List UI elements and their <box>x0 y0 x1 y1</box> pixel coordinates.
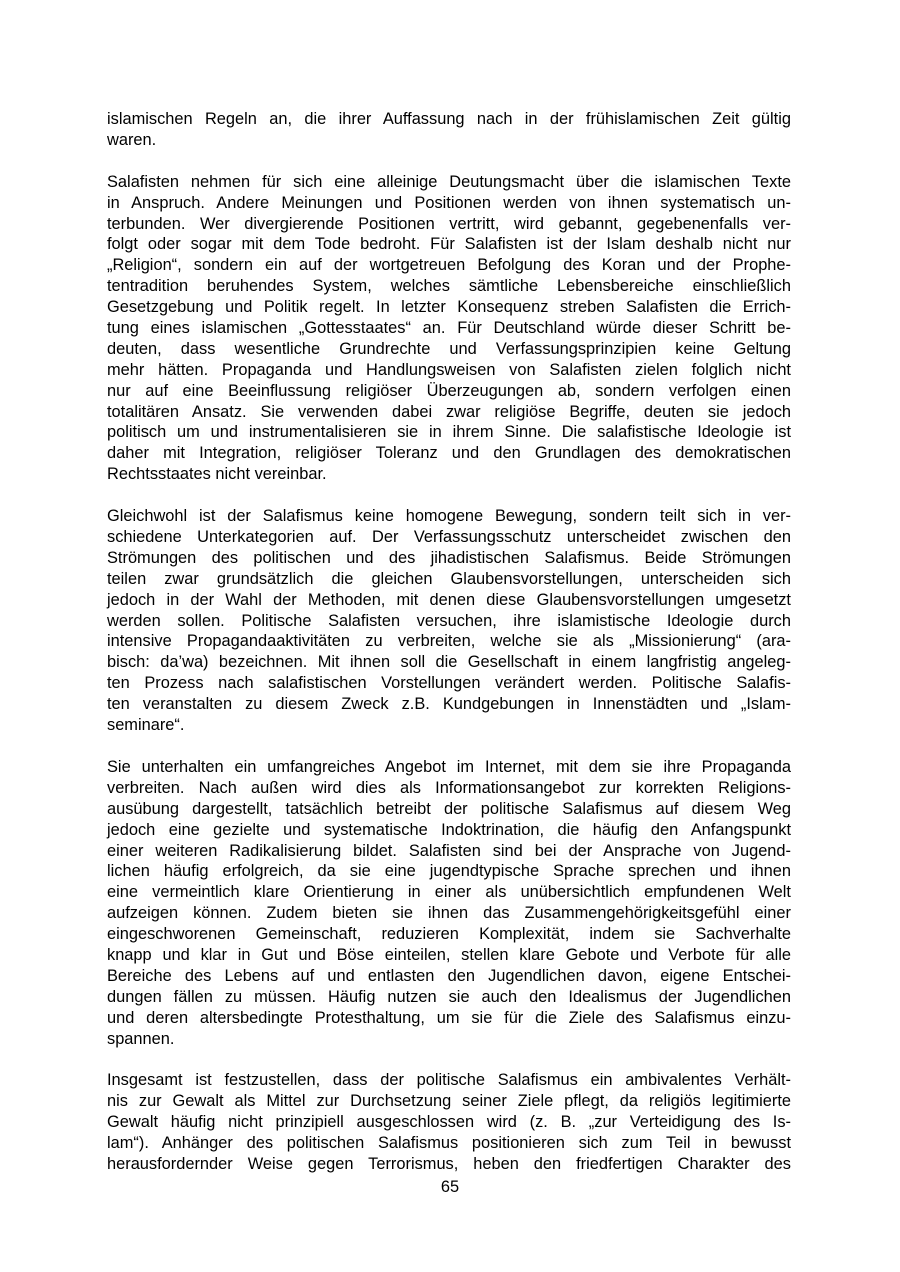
text-line: herausfordernder Weise gegen Terrorismus, heben den friedfertigen Charakter des <box>107 1154 791 1173</box>
paragraph <box>107 757 791 1049</box>
text-line: ten veranstalten zu diesem Zweck z.B. Kundgebungen in Innenstädten und „Islam- <box>107 695 791 714</box>
paragraph <box>107 172 791 485</box>
paragraph <box>107 109 791 151</box>
text-line: spannen. <box>107 1029 175 1048</box>
text-line: aufzeigen können. Zudem bieten sie ihnen das Zusammengehörigkeitsgefühl einer <box>107 904 791 923</box>
text-line: schiedene Unterkategorien auf. Der Verfassungsschutz unterscheidet zwischen den <box>107 528 791 547</box>
text-line: mehr hätten. Propaganda und Handlungsweisen von Salafisten zielen folglich nicht <box>107 360 791 379</box>
text-line: daher mit Integration, religiöser Toleranz und den Grundlagen des demokratischen <box>107 444 791 463</box>
text-line: Strömungen des politischen und des jihadistischen Salafismus. Beide Strömungen <box>107 548 791 567</box>
body-text <box>107 109 791 1175</box>
text-line: terbunden. Wer divergierende Positionen vertritt, wird gebannt, gegebenenfalls ver- <box>107 214 791 233</box>
document-page <box>107 109 791 1196</box>
text-line: tentradition beruhendes System, welches sämtliche Lebensbereiche einschließlich <box>107 277 791 296</box>
text-line: eingeschworenen Gemeinschaft, reduzieren Komplexität, indem sie Sachverhalte <box>107 925 791 944</box>
text-line: lichen häufig erfolgreich, da sie eine jugendtypische Sprache sprechen und ihnen <box>107 862 791 881</box>
text-line: jedoch in der Wahl der Methoden, mit denen diese Glaubensvorstellungen umgesetzt <box>107 590 791 609</box>
text-line: jedoch eine gezielte und systematische Indoktrination, die häufig den Anfangspunkt <box>107 820 791 839</box>
text-line: Gleichwohl ist der Salafismus keine homogene Bewegung, sondern teilt sich in ver- <box>107 507 791 526</box>
text-line: intensive Propagandaaktivitäten zu verbreiten, welche sie als „Missionierung“ (ara- <box>107 632 791 651</box>
text-line: bisch: da’wa) bezeichnen. Mit ihnen soll die Gesellschaft in einem langfristig angeleg- <box>107 653 791 672</box>
text-line: einer weiteren Radikalisierung bildet. Salafisten sind bei der Ansprache von Jugend- <box>107 841 791 860</box>
text-line: und deren altersbedingte Protesthaltung, um sie für die Ziele des Salafismus einzu- <box>107 1008 791 1027</box>
text-line: nis zur Gewalt als Mittel zur Durchsetzung seiner Ziele pflegt, da religiös legitimierte <box>107 1092 791 1111</box>
paragraph <box>107 506 791 736</box>
text-line: islamischen Regeln an, die ihrer Auffassung nach in der frühislamischen Zeit gültig <box>107 110 791 128</box>
text-line: teilen zwar grundsätzlich die gleichen Glaubensvorstellungen, unterscheiden sich <box>107 569 791 588</box>
text-line: Rechtsstaates nicht vereinbar. <box>107 465 327 484</box>
text-line: ausübung dargestellt, tatsächlich betreibt der politische Salafismus auf diesem Weg <box>107 799 791 818</box>
text-line: „Religion“, sondern ein auf der wortgetreuen Befolgung des Koran und der Prophe- <box>107 256 791 275</box>
text-line: Sie unterhalten ein umfangreiches Angebot im Internet, mit dem sie ihre Propaganda <box>107 757 791 776</box>
text-line: Insgesamt ist festzustellen, dass der politische Salafismus ein ambivalentes Verhält- <box>107 1071 791 1090</box>
text-line: knapp und klar in Gut und Böse einteilen, stellen klare Gebote und Verbote für alle <box>107 945 791 964</box>
text-line: Gewalt häufig nicht prinzipiell ausgeschlossen wird (z. B. „zur Verteidigung des Is- <box>107 1113 791 1132</box>
text-line: lam“). Anhänger des politischen Salafismus positionieren sich zum Teil in bewusst <box>107 1134 791 1153</box>
text-line: Gesetzgebung und Politik regelt. In letzter Konsequenz streben Salafisten die Errich- <box>107 298 791 317</box>
text-line: Bereiche des Lebens auf und entlasten den Jugendlichen davon, eigene Entschei- <box>107 966 791 985</box>
text-line: verbreiten. Nach außen wird dies als Informationsangebot zur korrekten Religions- <box>107 778 791 797</box>
text-line: dungen fällen zu müssen. Häufig nutzen sie auch den Idealismus der Jugendlichen <box>107 987 791 1006</box>
text-line: werden sollen. Politische Salafisten versuchen, ihre islamistische Ideologie durch <box>107 611 791 630</box>
text-line: politisch um und instrumentalisieren sie in ihrem Sinne. Die salafistische Ideologie ist <box>107 423 791 442</box>
text-line: waren. <box>107 130 157 149</box>
text-line: nur auf eine Beeinflussung religiöser Überzeugungen ab, sondern verfolgen einen <box>107 381 791 400</box>
text-line: deuten, dass wesentliche Grundrechte und Verfassungsprinzipien keine Geltung <box>107 339 791 358</box>
text-line: Salafisten nehmen für sich eine alleinige Deutungsmacht über die islamischen Texte <box>107 172 791 191</box>
page-number: 65 <box>440 1178 460 1196</box>
text-line: in Anspruch. Andere Meinungen und Positionen werden von ihnen systematisch un- <box>107 193 791 212</box>
text-line: eine vermeintlich klare Orientierung in einer als unübersichtlich empfundenen Welt <box>107 883 791 902</box>
paragraph <box>107 1070 791 1174</box>
text-line: tung eines islamischen „Gottesstaates“ an. Für Deutschland würde dieser Schritt be- <box>107 319 791 338</box>
text-line: seminare“. <box>107 716 185 735</box>
text-line: totalitären Ansatz. Sie verwenden dabei zwar religiöse Begriffe, deuten sie jedoch <box>107 402 791 421</box>
text-line: ten Prozess nach salafistischen Vorstellungen verändert werden. Politische Salafis- <box>107 674 791 693</box>
text-line: folgt oder sogar mit dem Tode bedroht. Für Salafisten ist der Islam deshalb nicht nur <box>107 235 791 254</box>
